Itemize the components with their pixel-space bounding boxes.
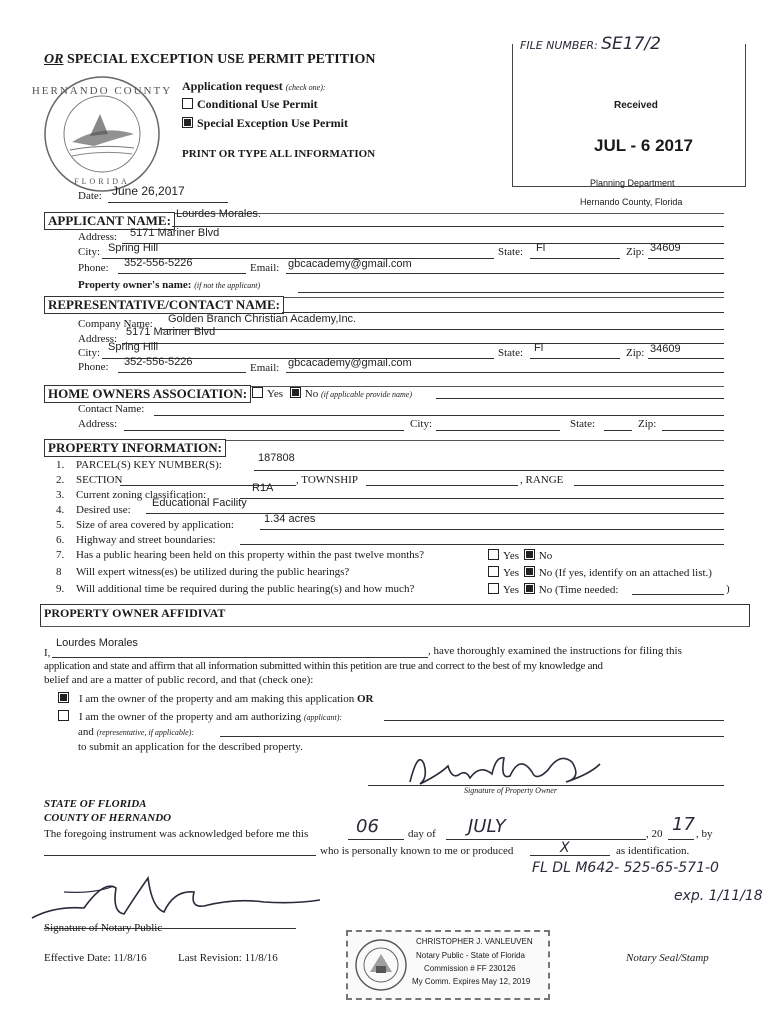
notary-year-prefix: , 20 bbox=[646, 828, 663, 840]
applicant-address-label: Address: bbox=[78, 231, 118, 243]
seal-text-bottom: FLORIDA bbox=[74, 177, 130, 186]
zoning-label: Current zoning classification: bbox=[76, 489, 207, 501]
hearing-yes-checkbox[interactable] bbox=[488, 549, 499, 560]
property-info-label: PROPERTY INFORMATION: bbox=[44, 439, 226, 457]
time-no-label: No (Time needed: bbox=[538, 584, 619, 596]
hearing-no-label: No bbox=[538, 550, 553, 562]
company-name-label: Company Name: bbox=[78, 318, 153, 330]
special-checkbox[interactable] bbox=[182, 117, 193, 128]
notary-as-id: as identification. bbox=[616, 845, 690, 857]
section-label: SECTION bbox=[76, 474, 123, 486]
hernando-county-florida: Hernando County, Florida bbox=[580, 197, 683, 207]
affidavit-name[interactable]: Lourdes Morales bbox=[56, 637, 138, 649]
special-label: Special Exception Use Permit bbox=[197, 116, 348, 130]
zoning-value[interactable]: R1A bbox=[252, 482, 274, 494]
applicant-zip[interactable]: 34609 bbox=[650, 242, 681, 254]
parcel-key-value[interactable]: 187808 bbox=[258, 452, 295, 464]
or-label: OR bbox=[356, 693, 374, 705]
item-number: 3. bbox=[56, 489, 65, 501]
form-title bbox=[44, 52, 376, 68]
hoa-contact-label: Contact Name: bbox=[78, 403, 145, 415]
notary-day-of: day of bbox=[408, 828, 436, 840]
affidavit-opt1 bbox=[58, 692, 373, 705]
notary-line2: who is personally known to me or produced bbox=[320, 845, 514, 857]
public-hearing-options bbox=[488, 549, 552, 562]
file-number-label: FILE NUMBER: bbox=[520, 39, 598, 52]
applicant-phone[interactable]: 352-556-5226 bbox=[124, 257, 193, 269]
item-number: 7. bbox=[56, 549, 65, 561]
property-item-1 bbox=[56, 459, 222, 471]
applicant-zip-label: Zip: bbox=[626, 246, 645, 258]
affidavit-line1: , have thoroughly examined the instructions for filing this bbox=[428, 645, 682, 657]
rep-phone[interactable]: 352-556-5226 bbox=[124, 356, 193, 368]
hoa-yes-checkbox[interactable] bbox=[252, 387, 263, 398]
applicant-phone-label: Phone: bbox=[78, 262, 109, 274]
expert-no-label: No (If yes, identify on an attached list.) bbox=[538, 567, 712, 579]
rep-address[interactable]: 5171 Mariner Blvd bbox=[126, 326, 216, 338]
hoa-yes-label: Yes bbox=[267, 388, 284, 400]
owner-applicant-checkbox[interactable] bbox=[58, 692, 69, 703]
received-stamp-box bbox=[512, 44, 746, 187]
date-label: Date: bbox=[78, 190, 102, 202]
time-no-checkbox[interactable] bbox=[524, 583, 535, 594]
additional-time-label: Will additional time be required during the public hearing(s) and how much? bbox=[76, 583, 415, 595]
option-conditional[interactable] bbox=[182, 97, 318, 112]
hoa-options bbox=[252, 387, 412, 400]
print-or-type: PRINT OR TYPE ALL INFORMATION bbox=[182, 148, 376, 160]
effective-date: Effective Date: 11/8/16 bbox=[44, 952, 147, 964]
time-yes-label: Yes bbox=[503, 584, 520, 596]
item-number: 1. bbox=[56, 459, 65, 471]
and-label: and bbox=[78, 726, 94, 738]
stamp-line2: Notary Public - State of Florida bbox=[416, 951, 525, 960]
range-label: , RANGE bbox=[520, 474, 564, 486]
hoa-state-label: State: bbox=[570, 418, 596, 430]
application-request bbox=[182, 79, 326, 94]
affidavit-and bbox=[78, 726, 194, 738]
representative-label: REPRESENTATIVE/CONTACT NAME: bbox=[44, 296, 284, 314]
received-label: Received bbox=[614, 100, 658, 111]
property-item-4 bbox=[56, 504, 131, 516]
applicant-city-label: City: bbox=[78, 246, 101, 258]
owner-authorizing-checkbox[interactable] bbox=[58, 710, 69, 721]
time-yes-checkbox[interactable] bbox=[488, 583, 499, 594]
notary-month[interactable]: JULY bbox=[468, 816, 506, 837]
hoa-label: HOME OWNERS ASSOCIATION: bbox=[44, 385, 251, 403]
hoa-no-checkbox[interactable] bbox=[290, 387, 301, 398]
company-name[interactable]: Golden Branch Christian Academy,Inc. bbox=[168, 313, 357, 325]
received-date: JUL - 6 2017 bbox=[594, 136, 693, 155]
affidavit-opt2 bbox=[58, 710, 342, 723]
expert-no-checkbox[interactable] bbox=[524, 566, 535, 577]
applicant-name-label: APPLICANT NAME: bbox=[44, 212, 175, 230]
applicant-name[interactable]: Lourdes Morales. bbox=[176, 208, 261, 220]
date-value[interactable]: June 26,2017 bbox=[112, 184, 185, 198]
property-item-5 bbox=[56, 519, 234, 531]
applicant-state-label: State: bbox=[498, 246, 524, 258]
rep-state-label: State: bbox=[498, 347, 524, 359]
property-item-9 bbox=[56, 583, 414, 595]
florida-seal-icon bbox=[354, 938, 408, 992]
expert-witness-options bbox=[488, 566, 712, 579]
affidavit-line2: application and state and affirm that all information submitted within this petition are true and correct to the best of my knowledge and bbox=[44, 660, 603, 672]
stamp-name: CHRISTOPHER J. VANLEUVEN bbox=[416, 937, 533, 946]
title-prefix: OR bbox=[44, 52, 64, 67]
notary-seal-caption: Notary Seal/Stamp bbox=[626, 952, 709, 964]
hoa-address-label: Address: bbox=[78, 418, 118, 430]
rep-zip-label: Zip: bbox=[626, 347, 645, 359]
expert-witness-label: Will expert witness(es) be utilized during the public hearings? bbox=[76, 566, 350, 578]
file-number-value: SE17/2 bbox=[601, 34, 661, 54]
hoa-city-label: City: bbox=[410, 418, 433, 430]
applicant-state[interactable]: Fl bbox=[536, 242, 546, 254]
rep-city[interactable]: Spring Hill bbox=[108, 341, 159, 353]
rep-state[interactable]: Fl bbox=[534, 342, 544, 354]
applicant-address[interactable]: 5171 Mariner Blvd bbox=[130, 227, 220, 239]
expert-yes-label: Yes bbox=[503, 567, 520, 579]
township-label: , TOWNSHIP bbox=[296, 474, 358, 486]
size-label: Size of area covered by application: bbox=[76, 519, 234, 531]
seal-text-top: HERNANDO COUNTY bbox=[31, 85, 173, 97]
rep-city-label: City: bbox=[78, 347, 101, 359]
state-of-florida: STATE OF FLORIDA bbox=[44, 798, 147, 810]
hoa-no-label: No bbox=[304, 388, 319, 400]
notary-id-expiry: exp. 1/11/18 bbox=[674, 888, 763, 904]
stamp-line4: My Comm. Expires May 12, 2019 bbox=[412, 977, 531, 986]
representative-note: (representative, if applicable): bbox=[96, 728, 195, 737]
owner-authorizing-label: I am the owner of the property and am authorizing bbox=[79, 711, 302, 723]
desired-use-value[interactable]: Educational Facility bbox=[152, 497, 247, 509]
affidavit-label: PROPERTY OWNER AFFIDIVAT bbox=[44, 606, 226, 620]
public-hearing-label: Has a public hearing been held on this property within the past twelve months? bbox=[76, 549, 424, 561]
notary-day[interactable]: 06 bbox=[356, 816, 379, 837]
notary-by: , by bbox=[696, 828, 713, 840]
applicant-note: (applicant): bbox=[303, 713, 343, 722]
hoa-zip-label: Zip: bbox=[638, 418, 657, 430]
application-request-label: Application request bbox=[182, 79, 283, 93]
time-close-paren: ) bbox=[726, 583, 730, 595]
property-owner-label: Property owner's name: bbox=[78, 279, 192, 291]
property-owner-note: (if not the applicant) bbox=[194, 281, 261, 290]
check-one-note: (check one): bbox=[285, 83, 326, 92]
property-owner-name bbox=[78, 279, 260, 291]
option-special[interactable] bbox=[182, 116, 348, 131]
applicant-email[interactable]: gbcacademy@gmail.com bbox=[288, 258, 412, 270]
additional-time-options bbox=[488, 583, 618, 596]
conditional-label: Conditional Use Permit bbox=[197, 97, 318, 111]
rep-phone-label: Phone: bbox=[78, 361, 109, 373]
rep-email[interactable]: gbcacademy@gmail.com bbox=[288, 357, 412, 369]
item-number: 4. bbox=[56, 504, 65, 516]
rep-address-label: Address: bbox=[78, 333, 118, 345]
property-item-2 bbox=[56, 474, 122, 486]
rep-zip[interactable]: 34609 bbox=[650, 343, 681, 355]
item-number: 9. bbox=[56, 583, 65, 595]
desired-use-label: Desired use: bbox=[76, 504, 131, 516]
size-value[interactable]: 1.34 acres bbox=[264, 513, 316, 525]
county-of-hernando: COUNTY OF HERNANDO bbox=[44, 812, 172, 824]
rep-email-label: Email: bbox=[250, 362, 280, 374]
affidavit-i: I, bbox=[44, 647, 51, 659]
property-item-6 bbox=[56, 534, 216, 546]
item-number: 8 bbox=[56, 566, 62, 578]
item-number: 6. bbox=[56, 534, 65, 546]
expert-yes-checkbox[interactable] bbox=[488, 566, 499, 577]
stamp-line3: Commission # FF 230126 bbox=[424, 964, 516, 973]
last-revision: Last Revision: 11/8/16 bbox=[178, 952, 278, 964]
affidavit-line3: belief and are a matter of public record, and that (check one): bbox=[44, 674, 314, 686]
owner-signature-caption: Signature of Property Owner bbox=[464, 786, 557, 795]
notary-stamp bbox=[346, 930, 550, 1000]
title-text: SPECIAL EXCEPTION USE PERMIT PETITION bbox=[63, 52, 376, 67]
item-number: 5. bbox=[56, 519, 65, 531]
conditional-checkbox[interactable] bbox=[182, 98, 193, 109]
property-item-7 bbox=[56, 549, 424, 561]
file-number bbox=[520, 34, 661, 54]
notary-line1: The foregoing instrument was acknowledged before me this bbox=[44, 828, 309, 840]
hearing-yes-label: Yes bbox=[503, 550, 520, 562]
highway-label: Highway and street boundaries: bbox=[76, 534, 216, 546]
parcel-key-label: PARCEL(S) KEY NUMBER(S): bbox=[76, 459, 222, 471]
hoa-note: (if applicable provide name) bbox=[320, 390, 412, 399]
item-number: 2. bbox=[56, 474, 65, 486]
notary-signature-caption: Signature of Notary Public bbox=[44, 922, 163, 934]
planning-department: Planning Department bbox=[590, 178, 675, 188]
notary-year[interactable]: 17 bbox=[672, 814, 695, 835]
hearing-no-checkbox[interactable] bbox=[524, 549, 535, 560]
property-item-8 bbox=[56, 566, 349, 578]
affidavit-submit: to submit an application for the described property. bbox=[78, 741, 303, 753]
applicant-email-label: Email: bbox=[250, 262, 280, 274]
notary-id-note: FL DL M642- 525-65-571-0 bbox=[532, 860, 719, 876]
applicant-city[interactable]: Spring Hill bbox=[108, 242, 159, 254]
owner-applicant-label: I am the owner of the property and am making this application bbox=[79, 693, 355, 705]
notary-produced-mark[interactable]: X bbox=[560, 840, 570, 856]
